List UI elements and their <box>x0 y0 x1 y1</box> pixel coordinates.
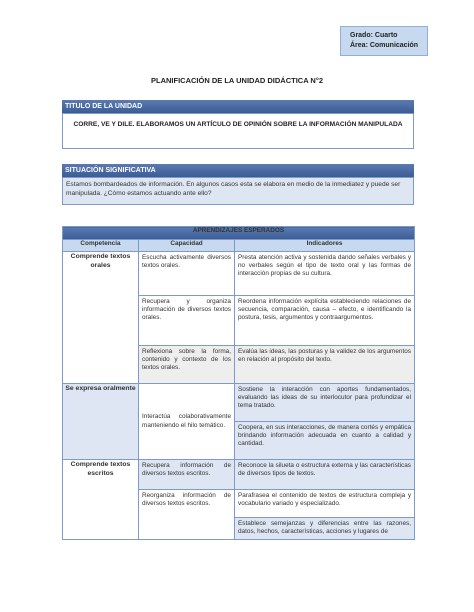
indicator-cell: Establece semejanzas y diferencias entre las razones, datos, hechos, características, acciones y lugares de <box>235 518 415 540</box>
competence-cell: Se expresa oralmente <box>63 384 139 460</box>
capacity-cell: Reflexiona sobre la forma, contenido y contexto de los textos orales. <box>139 346 235 384</box>
capacity-cell: Escucha activamente diversos textos orales. <box>139 252 235 296</box>
column-header-capacity: Capacidad <box>139 240 235 252</box>
column-header-competence: Competencia <box>63 240 139 252</box>
indicator-cell: Reconoce la silueta o estructura externa y las características de diversos tipos de textos. <box>235 460 415 490</box>
learning-table-title: APRENDIZAJES ESPERADOS <box>63 227 415 240</box>
document-title: PLANIFICACIÓN DE LA UNIDAD DIDÁCTICA N°2 <box>150 76 324 85</box>
grade-area-box <box>340 26 428 56</box>
indicator-cell: Presta atención activa y sostenida dando señales verbales y no verbales según el tipo de texto oral y las formas de interacción propias de su cultura. <box>235 252 415 296</box>
situation-header: SITUACIÓN SIGNIFICATIVA <box>62 164 414 177</box>
indicator-cell: Parafrasea el contenido de textos de estructura compleja y vocabulario variado y especializado. <box>235 490 415 518</box>
grade-label: Grado: Cuarto <box>350 32 398 39</box>
indicator-cell: Coopera, en sus interacciones, de manera cortés y empática brindando información adecuada en cuanto a calidad y cantidad. <box>235 422 415 460</box>
area-label: Área: Comunicación <box>350 42 419 49</box>
indicator-cell: Reordena información explícita estableciendo relaciones de secuencia, comparación, causa – efecto, e identificando la postura, tesis, argumentos y contraargumentos. <box>235 296 415 346</box>
column-header-indicators: Indicadores <box>235 240 415 252</box>
indicator-cell: Evalúa las ideas, las posturas y la validez de los argumentos en relación al propósito del texto. <box>235 346 415 384</box>
capacity-cell: Reorganiza información de diversos textos escritos. <box>139 490 235 540</box>
indicator-cell: Sostiene la interacción con aportes fundamentados, evaluando las ideas de su interlocutor para profundizar el tema tratado. <box>235 384 415 422</box>
capacity-cell: Interactúa colaborativamente manteniendo el hilo temático. <box>139 384 235 460</box>
unit-title-text: CORRE, VE Y DILE. ELABORAMOS UN ARTÍCULO DE OPINIÓN SOBRE LA INFORMACIÓN MANIPULADA <box>62 113 414 149</box>
situation-text: Estamos bombardeados de información. En algunos casos esta se elabora en medio de la inmediatez y puede ser manipulada. ¿Cómo estamos actuando ante ello? <box>62 177 414 205</box>
learning-table <box>62 226 415 540</box>
competence-cell: Comprende textos escritos <box>63 460 139 540</box>
unit-title-header: TITULO DE LA UNIDAD <box>62 100 414 113</box>
competence-cell: Comprende textos orales <box>63 252 139 384</box>
capacity-cell: Recupera información de diversos textos escritos. <box>139 460 235 490</box>
capacity-cell: Recupera y organiza información de diversos textos orales. <box>139 296 235 346</box>
